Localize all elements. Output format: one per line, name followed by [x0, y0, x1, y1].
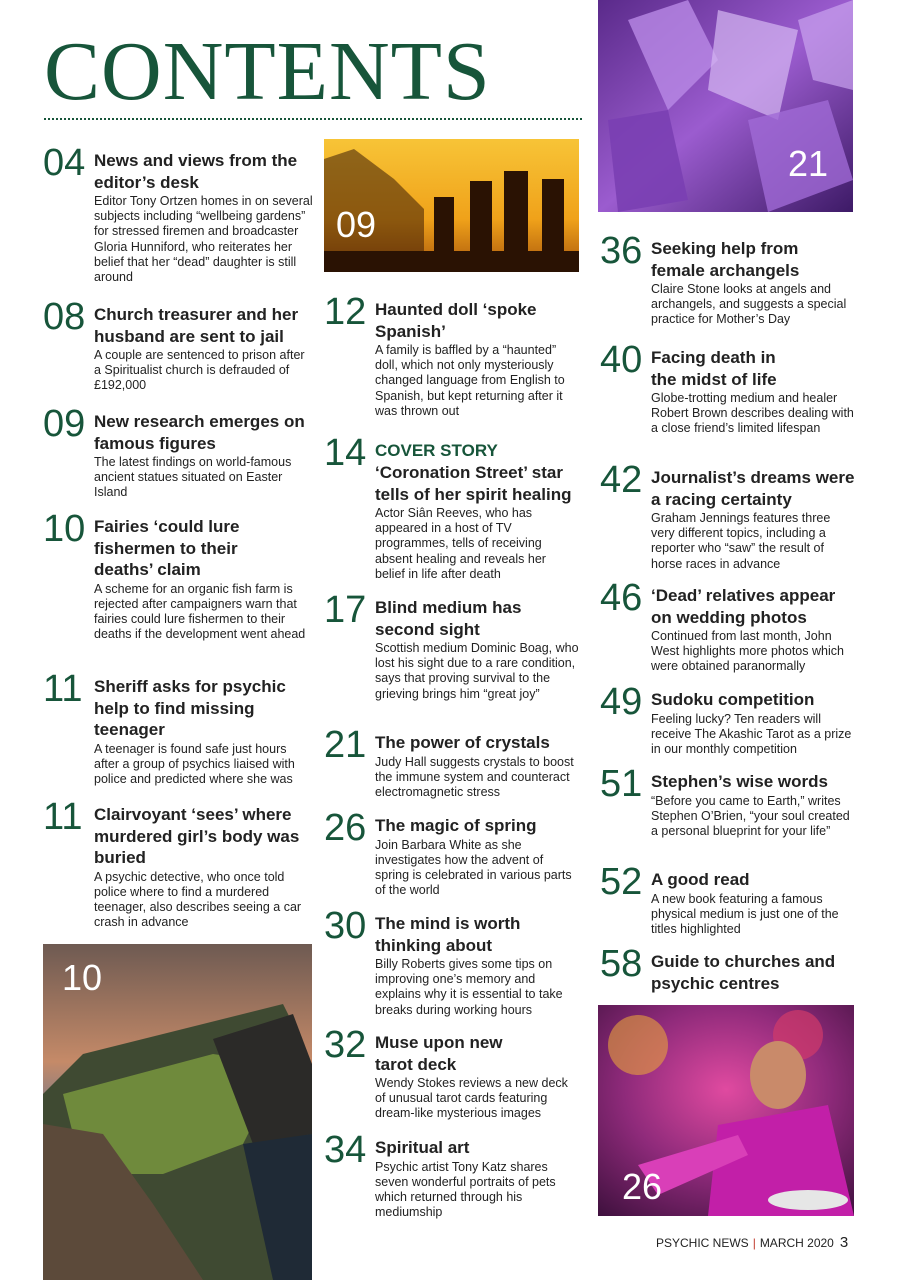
entry-headline: News and views from the editor’s desk — [94, 151, 298, 192]
magazine-name: PSYCHIC NEWS — [656, 1236, 749, 1250]
page-number: 40 — [600, 339, 643, 381]
page-number: 52 — [600, 861, 643, 903]
entry-headline: Fairies ‘could lure fishermen to their deaths’ claim — [94, 517, 240, 579]
entry-description: A family is baffled by a “haunted” doll, which not only mysteriously changed language from English to Spanish, but kept returning after it was thrown out — [375, 343, 565, 418]
cover-story-label: COVER STORY — [375, 441, 498, 460]
page-number: 09 — [43, 403, 86, 445]
statues-photo-label: 09 — [336, 204, 377, 245]
page-number: 58 — [600, 943, 643, 985]
page-number: 11 — [43, 796, 83, 838]
entry-description: “Before you came to Earth,” writes Stephen O’Brien, “your soul created a personal blueprint for your life” — [651, 793, 850, 838]
entry-headline: Sudoku competition — [651, 690, 815, 709]
entry-description: Psychic artist Tony Katz shares seven wonderful portraits of pets which returned through his mediumship — [375, 1159, 556, 1220]
entry-description: Scottish medium Dominic Boag, who lost his sight due to a rare condition, says that proving survival to the grieving brings him “great joy” — [375, 641, 579, 701]
page-number: 26 — [324, 807, 367, 849]
entry-description: Billy Roberts gives some tips on improving one’s memory and explains why it is essential to take breaks during working hours — [375, 957, 563, 1017]
entry-headline: The magic of spring — [375, 816, 537, 835]
spring-photo — [598, 1005, 854, 1216]
entry-headline: Haunted doll ‘spoke Spanish’ — [375, 300, 537, 341]
entry-description: Continued from last month, John West highlights more photos which were obtained paranormally — [651, 629, 844, 674]
entry-description: A scheme for an organic fish farm is rejected after campaigners warn that fairies could lure fishermen to their deaths if the development went ahead — [94, 581, 306, 642]
entry-headline: ‘Coronation Street’ star tells of her spirit healing — [375, 463, 572, 504]
title-divider — [44, 118, 582, 120]
entry-headline: Sheriff asks for psychic help to find missing teenager — [94, 677, 286, 739]
entry-headline: ‘Dead’ relatives appear on wedding photos — [651, 586, 836, 627]
page-title: CONTENTS — [44, 25, 491, 118]
page-number: 12 — [324, 291, 367, 333]
entry-headline: Guide to churches and psychic centres — [651, 952, 836, 993]
entry-headline: Blind medium has second sight — [375, 598, 522, 639]
entry-headline: Muse upon new tarot deck — [375, 1033, 503, 1074]
entry-description: Wendy Stokes reviews a new deck of unusual tarot cards featuring dream-like mysterious images — [375, 1076, 568, 1121]
page-number: 14 — [324, 432, 367, 474]
entry-description: Judy Hall suggests crystals to boost the immune system and counteract electromagnetic stress — [375, 754, 574, 799]
entry-description: Feeling lucky? Ten readers will receive The Akashic Tarot as a prize in our monthly competition — [651, 711, 852, 756]
entry-headline: The mind is worth thinking about — [375, 914, 521, 955]
page-number: 04 — [43, 142, 86, 184]
entry-headline: New research emerges on famous figures — [94, 412, 305, 453]
entry-headline: Facing death in the midst of life — [651, 348, 777, 389]
page-number-footer: 3 — [839, 1234, 849, 1251]
page-footer — [656, 1234, 848, 1251]
issue-date: MARCH 2020 — [759, 1236, 834, 1250]
entry-description: Editor Tony Ortzen homes in on several subjects including “wellbeing gardens” for stressed firemen and broadcaster Gloria Hunniford, who reiterates her belief that her “dead” daughter is still around — [94, 194, 313, 285]
entry-description: A psychic detective, who once told police where to find a murdered teenager, also describes seeing a car crash in advance — [94, 869, 302, 930]
entry-description: Claire Stone looks at angels and archangels, and suggests a special practice for Mother’s Day — [651, 282, 847, 327]
page-number: 17 — [324, 589, 367, 631]
page-number: 36 — [600, 230, 643, 272]
page-number: 21 — [324, 724, 367, 766]
entry-headline: Clairvoyant ‘sees’ where murdered girl’s body was buried — [94, 805, 300, 867]
page-number: 30 — [324, 905, 367, 947]
page-number: 42 — [600, 459, 643, 501]
entry-description: Graham Jennings features three very different topics, including a reporter who “saw” the result of horse races in advance — [651, 511, 831, 571]
spring-photo-label: 26 — [622, 1166, 663, 1207]
page-number: 34 — [324, 1129, 367, 1171]
entry-headline: Church treasurer and her husband are sent to jail — [94, 305, 299, 346]
page-number: 49 — [600, 681, 643, 723]
entry-headline: Seeking help from female archangels — [651, 239, 800, 280]
crystals-photo-label: 21 — [788, 143, 829, 184]
page-number: 10 — [43, 508, 86, 550]
footer-separator: | — [752, 1236, 756, 1250]
cliffs-photo-label: 10 — [62, 957, 103, 998]
entry-description: The latest findings on world-famous ancient statues situated on Easter Island — [94, 455, 292, 500]
cliffs-photo — [43, 944, 312, 1280]
entry-headline: A good read — [651, 870, 750, 889]
entry-headline: Stephen’s wise words — [651, 772, 828, 791]
entry-description: Join Barbara White as she investigates how the advent of spring is celebrated in various parts of the world — [375, 837, 572, 898]
entry-headline: The power of crystals — [375, 733, 550, 752]
entry-description: A teenager is found safe just hours after a group of psychics liaised with police and predicted where she was — [94, 741, 295, 786]
page-number: 32 — [324, 1024, 367, 1066]
page-number: 11 — [43, 668, 83, 710]
entry-description: Actor Siân Reeves, who has appeared in a host of TV programmes, tells of receiving absent healing and reveals her belief in life after death — [375, 506, 546, 581]
page-number: 51 — [600, 763, 643, 805]
entry-description: A couple are sentenced to prison after a Spiritualist church is defrauded of £192,000 — [94, 348, 305, 393]
crystals-photo — [598, 0, 853, 212]
entry-description: A new book featuring a famous physical medium is just one of the titles highlighted — [651, 891, 839, 936]
entry-headline: Spiritual art — [375, 1138, 470, 1157]
entry-headline: Journalist’s dreams were a racing certainty — [651, 468, 855, 509]
statues-photo — [324, 139, 579, 272]
page-number: 08 — [43, 296, 86, 338]
entry-description: Globe-trotting medium and healer Robert Brown describes dealing with a close friend’s limited lifespan — [651, 391, 854, 436]
page-number: 46 — [600, 577, 643, 619]
